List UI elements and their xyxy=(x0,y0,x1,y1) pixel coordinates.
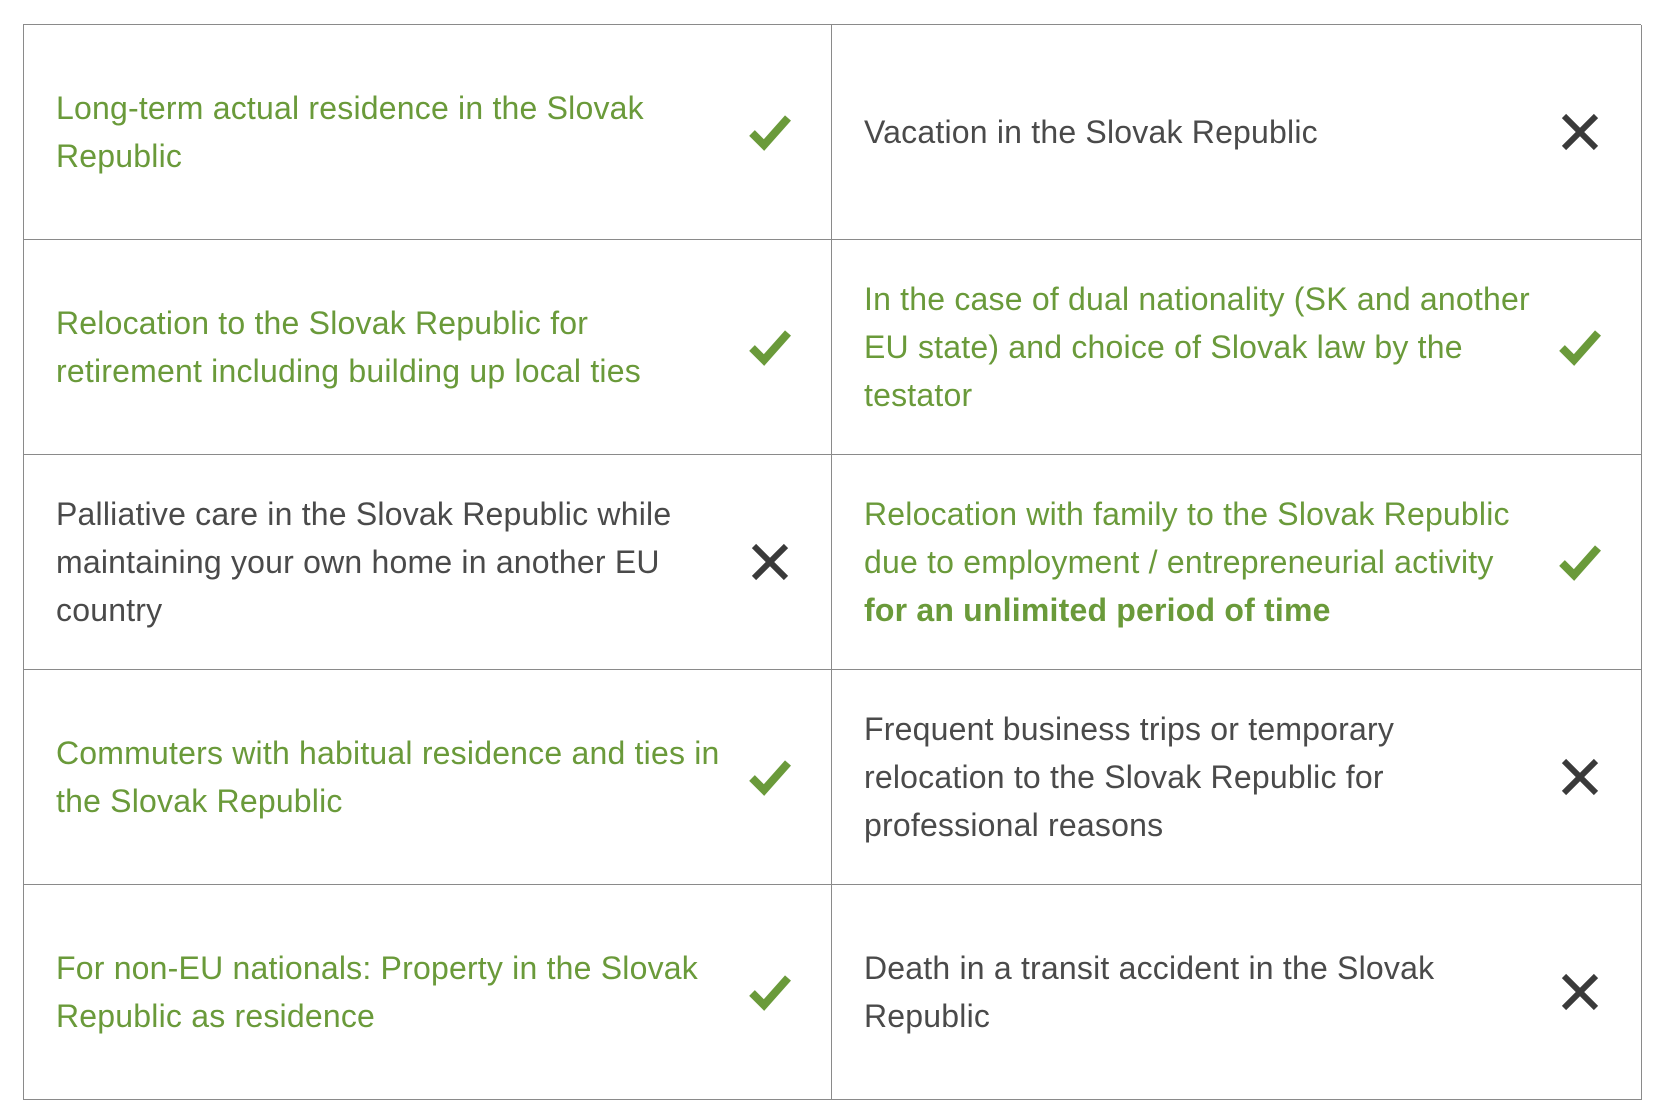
check-icon xyxy=(1555,322,1605,372)
cell-text: In the case of dual nationality (SK and another EU state) and choice of Slovak law by the testator xyxy=(864,281,1530,413)
table-cell-r2-left xyxy=(24,240,832,455)
cell-text: Palliative care in the Slovak Republic while maintaining your own home in another EU country xyxy=(56,496,672,628)
check-icon xyxy=(745,752,795,802)
table-cell-r4-left xyxy=(24,670,832,885)
cell-text: Relocation to the Slovak Republic for retirement including building up local ties xyxy=(56,305,641,389)
check-icon xyxy=(745,322,795,372)
table-cell-r1-left xyxy=(24,25,832,240)
cell-text-regular: Relocation with family to the Slovak Republic due to employment / entrepreneurial activity xyxy=(864,496,1510,580)
cross-icon xyxy=(1555,967,1605,1017)
cross-icon xyxy=(1555,752,1605,802)
table-cell-r1-right xyxy=(832,25,1642,240)
cell-text: Vacation in the Slovak Republic xyxy=(864,114,1318,150)
cross-icon xyxy=(745,537,795,587)
table-cell-r2-right xyxy=(832,240,1642,455)
cell-text: Frequent business trips or temporary relocation to the Slovak Republic for professional reasons xyxy=(864,711,1395,843)
table-cell-r4-right xyxy=(832,670,1642,885)
cell-text: Commuters with habitual residence and ties in the Slovak Republic xyxy=(56,735,720,819)
table-cell-r3-right xyxy=(832,455,1642,670)
table-cell-r3-left xyxy=(24,455,832,670)
residence-criteria-table xyxy=(23,24,1641,1100)
cell-text-bold: for an unlimited period of time xyxy=(864,592,1331,628)
cell-text: Long-term actual residence in the Slovak Republic xyxy=(56,90,644,174)
table-cell-r5-right xyxy=(832,885,1642,1100)
check-icon xyxy=(745,967,795,1017)
cross-icon xyxy=(1555,107,1605,157)
cell-text: Death in a transit accident in the Slovak Republic xyxy=(864,950,1435,1034)
cell-text: For non-EU nationals: Property in the Slovak Republic as residence xyxy=(56,950,699,1034)
cell-text xyxy=(864,490,1535,634)
check-icon xyxy=(745,107,795,157)
table-cell-r5-left xyxy=(24,885,832,1100)
check-icon xyxy=(1555,537,1605,587)
